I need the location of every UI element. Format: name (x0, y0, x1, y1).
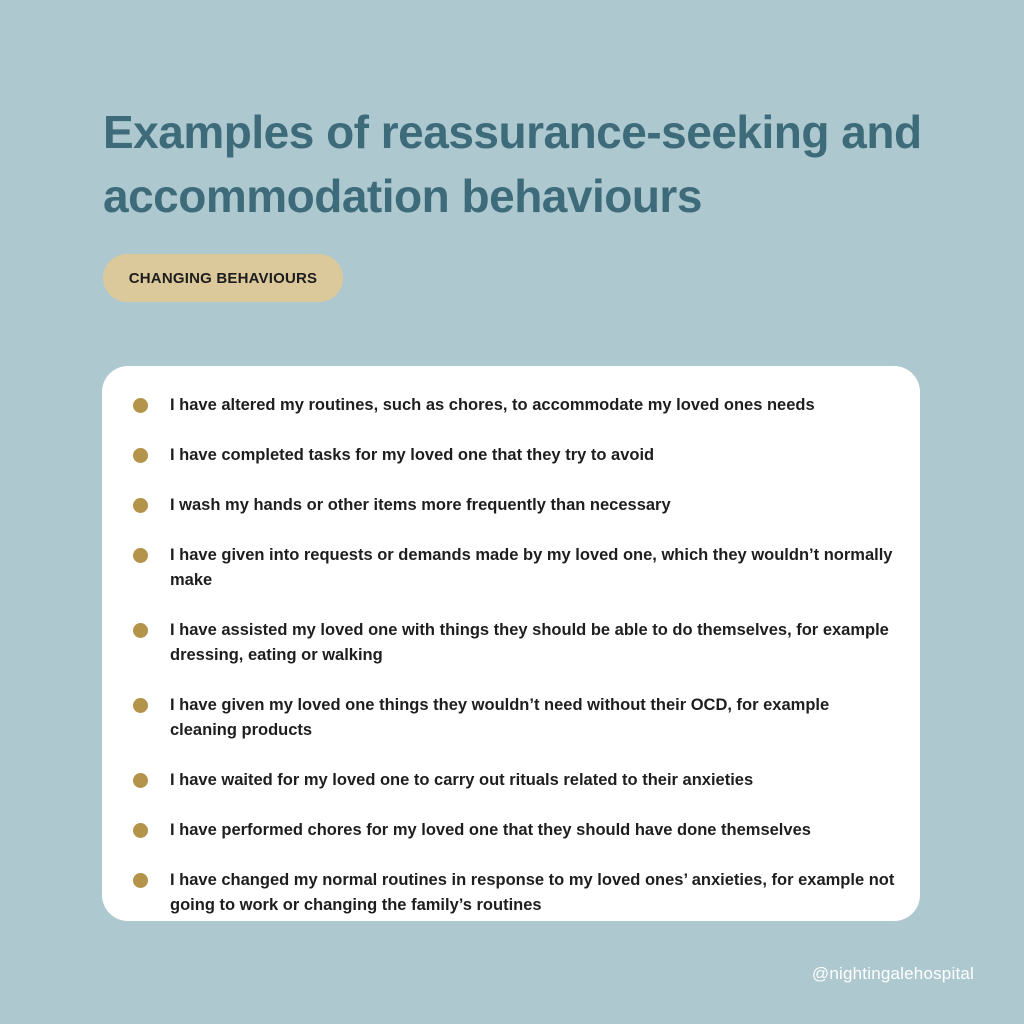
list-item-text: I have completed tasks for my loved one that they try to avoid (170, 446, 655, 464)
bullet-icon (133, 498, 148, 513)
bullet-icon (133, 398, 148, 413)
bullet-icon (133, 823, 148, 838)
bullet-icon (133, 623, 148, 638)
bullet-icon (133, 873, 148, 888)
list-item-text: I have changed my normal routines in response to my loved ones’ anxieties, for example not going to work or changing the family’s routines (170, 871, 895, 914)
list-item-text: I have performed chores for my loved one that they should have done themselves (170, 821, 811, 839)
list-item-text: I have given into requests or demands made by my loved one, which they wouldn’t normally make (170, 546, 893, 589)
social-handle: @nightingalehospital (811, 964, 974, 983)
bullet-icon (133, 698, 148, 713)
category-tag: CHANGING BEHAVIOURS (103, 254, 343, 302)
list-item-text: I have altered my routines, such as chores, to accommodate my loved ones needs (170, 396, 815, 414)
bullet-icon (133, 448, 148, 463)
list-item-text: I have assisted my loved one with things they should be able to do themselves, for example dressing, eating or walking (170, 621, 889, 664)
list-item-text: I have given my loved one things they wouldn’t need without their OCD, for example cleaning products (170, 696, 830, 739)
bullet-icon (133, 773, 148, 788)
page-title: Examples of reassurance-seeking and accommodation behaviours (103, 106, 922, 222)
bullet-icon (133, 548, 148, 563)
list-item-text: I have waited for my loved one to carry out rituals related to their anxieties (170, 771, 754, 789)
list-item-text: I wash my hands or other items more frequently than necessary (170, 496, 671, 514)
behaviours-card (102, 366, 920, 921)
